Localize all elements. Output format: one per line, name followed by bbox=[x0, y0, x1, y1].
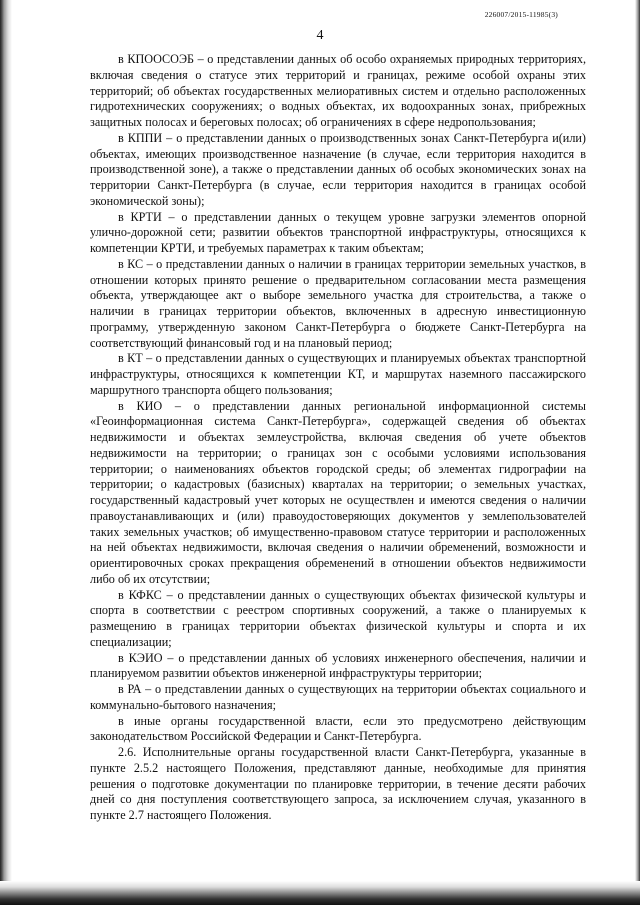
page-number: 4 bbox=[316, 28, 324, 43]
paragraph-kpoosoeb: в КПООСОЭБ – о представлении данных об особо охраняемых природных территориях, включая сведения о статусе этих территорий и границах, режиме особой охраны этих территорий; об объектах государственных мелиоративных систем и отдельно расположенных гидротехнических сооружениях; о водных объектах, их водоохранных зонах, прибрежных защитных полосах и береговых полосах; об ограничениях в сфере недропользования; bbox=[90, 52, 586, 129]
paragraph-ks: в КС – о представлении данных о наличии в границах территории земельных участков, в отношении которых принято решение о предварительном согласовании места размещения объекта, утверждающее акт о выборе земельного участка для строительства, а также о наличии в границах территории объектов, включенных в адресную инвестиционную программу, утвержденную законом Санкт-Петербурга о бюджете Санкт-Петербурга на соответствующий финансовый год и на плановый период; bbox=[90, 256, 586, 350]
paragraph-kfks: в КФКС – о представлении данных о существующих объектах физической культуры и спорта в соответствии с реестром спортивных сооружений, а также о планируемых к размещению в границах территории объектах физической культуры и спорта и их специализации; bbox=[90, 587, 586, 649]
paragraph-kt: в КТ – о представлении данных о существующих и планируемых объектах транспортной инфраструктуры, относящихся к компетенции КТ, и маршрутах наземного пассажирского маршрутного транспорта общего пользования; bbox=[90, 351, 586, 397]
scan-edge-bottom bbox=[0, 881, 640, 905]
document-code: 226007/2015-11985(3) bbox=[484, 10, 558, 19]
document-body bbox=[90, 52, 586, 824]
paragraph-keio: в КЭИО – о представлении данных об условиях инженерного обеспечения, наличии и планируемом развитии объектов инженерной инфраструктуры территории; bbox=[90, 650, 586, 681]
paragraph-kio: в КИО – о представлении данных региональной информационной системы «Геоинформационная система Санкт-Петербурга», содержащей сведения об объектах недвижимости и объектах землеустройства, включая сведения об учете объектов недвижимости на территории; о границах зон с особыми условиями использования территории; о наименованиях объектов городской среды; об элементах гидрографии на территории; о кадастровых (базисных) кварталах на территории; о земельных участках, государственный кадастровый учет которых не осуществлен и имеются сведения о наличии правоустанавливающих и (или) правоудостоверяющих документов у землепользователей таких земельных участков; об имущественно-правовом статусе территории и расположенных на ней объектах недвижимости, включая сведения о наличии обременений, возможности и ориентировочных сроках прекращения обременений в отношении объектов недвижимости либо об их отсутствии; bbox=[90, 398, 586, 586]
scan-edge-left bbox=[0, 0, 12, 905]
paragraph-kppi: в КППИ – о представлении данных о производственных зонах Санкт-Петербурга и(или) объектах, имеющих производственное назначение (в случае, если территория находится в производственной зоне), а также о представлении данных об особых экономических зонах на территории Санкт-Петербурга (в случае, если территория находится в границах особой экономической зоны); bbox=[90, 130, 586, 208]
scan-edge-right bbox=[635, 0, 640, 905]
paragraph-ra: в РА – о представлении данных о существующих на территории объектах социального и коммунально-бытового назначения; bbox=[90, 682, 586, 712]
paragraph-krti: в КРТИ – о представлении данных о текущем уровне загрузки элементов опорной улично-дорожной сети; развитии объектов транспортной инфраструктуры, относящихся к компетенции КРТИ, и требуемых параметрах к таким объектам; bbox=[90, 209, 586, 255]
paragraph-other-bodies: в иные органы государственной власти, если это предусмотрено действующим законодательством Российской Федерации и Санкт-Петербурга. bbox=[90, 713, 586, 744]
paragraph-2-6: 2.6. Исполнительные органы государственной власти Санкт-Петербурга, указанные в пункте 2.5.2 настоящего Положения, представляют данные, необходимые для принятия решения о подготовке документации по планировке территории, в течение десяти рабочих дней со дня поступления соответствующего запроса, за исключением случая, указанного в пункте 2.7 настоящего Положения. bbox=[90, 745, 586, 822]
